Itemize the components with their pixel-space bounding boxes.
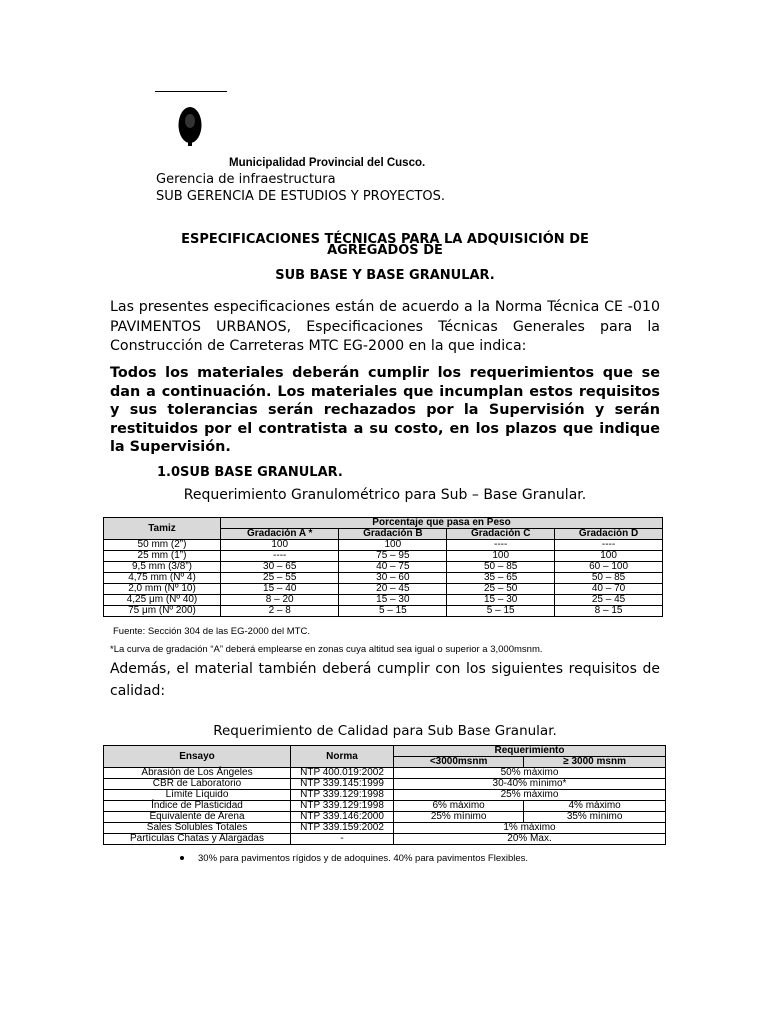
table2-caption: Requerimiento de Calidad para Sub Base Granular.: [213, 723, 557, 739]
table-row: [104, 606, 663, 617]
table2-header-col: ≥ 3000 msnm: [524, 757, 666, 768]
table-row: [104, 562, 663, 573]
table-cell: NTP 339.146:2000: [291, 812, 394, 823]
document-title-line1b: AGREGADOS DE: [327, 243, 443, 258]
table-row: [104, 573, 663, 584]
table1-source: Fuente: Sección 304 de las EG-2000 del MTC.: [113, 626, 310, 637]
table-cell: 4,25 μm (Nº 40): [104, 595, 221, 606]
table-cell: CBR de Laboratorio: [104, 779, 291, 790]
municipality-name: Municipalidad Provincial del Cusco.: [229, 157, 426, 169]
header-rule: [155, 91, 227, 92]
table-cell: 100: [447, 551, 555, 562]
table-cell: NTP 400.019:2002: [291, 768, 394, 779]
table-cell: 50 – 85: [447, 562, 555, 573]
table-cell: -: [291, 834, 394, 845]
table-row: [104, 834, 666, 845]
table-row: [104, 584, 663, 595]
table-cell: 25 – 50: [447, 584, 555, 595]
table-row: [104, 768, 666, 779]
table2-header-norma: Norma: [291, 746, 394, 768]
quality-intro-paragraph: Además, el material también deberá cumplir con los siguientes requisitos de calidad:: [110, 661, 660, 699]
table-cell: Equivalente de Arena: [104, 812, 291, 823]
table-cell: Partículas Chatas y Alargadas: [104, 834, 291, 845]
requirement-paragraph: Todos los materiales deberán cumplir los requerimientos que se dan a continuación. Los materiales que incumplan estos requisitos y sus tolerancias serán rechazados por la Supervisión y serán restituidos por el contratista a su costo, en los plazos que indique la Supervisión.: [110, 365, 660, 455]
table-cell: NTP 339.129:1998: [291, 801, 394, 812]
table-cell: 25 – 45: [555, 595, 663, 606]
table1-footnote: *La curva de gradación “A” deberá emplearse en zonas cuya altitud sea igual o superior a 3,000msnm.: [110, 644, 543, 655]
table-cell: 8 – 15: [555, 606, 663, 617]
table-row: [104, 595, 663, 606]
table-cell: 15 – 30: [339, 595, 447, 606]
intro-paragraph: Las presentes especificaciones están de acuerdo a la Norma Técnica CE -010 PAVIMENTOS URBANOS, Especificaciones Técnicas Generales para la Construcción de Carreteras MTC EG-2000 en la que indica:: [110, 299, 660, 354]
table-cell: 30 – 65: [221, 562, 339, 573]
table-cell: 25% máximo: [394, 790, 666, 801]
table-cell: 40 – 70: [555, 584, 663, 595]
footnote-bullet: [180, 853, 528, 864]
table1-header-group: Porcentaje que pasa en Peso: [221, 518, 663, 529]
table-cell: 50 mm (2”): [104, 540, 221, 551]
table-cell: NTP 339.129:1998: [291, 790, 394, 801]
table-cell: 50% máximo: [394, 768, 666, 779]
table-row: [104, 540, 663, 551]
table-row: [104, 551, 663, 562]
municipality-logo-icon: [177, 103, 203, 147]
table-cell: ----: [555, 540, 663, 551]
table-cell: 100: [339, 540, 447, 551]
table-cell: Índice de Plasticidad: [104, 801, 291, 812]
table-cell: NTP 339.159:2002: [291, 823, 394, 834]
table1-header-col: Gradación A *: [221, 529, 339, 540]
table-cell: 15 – 30: [447, 595, 555, 606]
table-cell: 75 – 95: [339, 551, 447, 562]
subdepartment-name: SUB GERENCIA DE ESTUDIOS Y PROYECTOS.: [156, 189, 446, 204]
table-cell: ----: [221, 551, 339, 562]
table-cell: 9,5 mm (3/8”): [104, 562, 221, 573]
table-cell: 5 – 15: [447, 606, 555, 617]
table-cell: 40 – 75: [339, 562, 447, 573]
table1-header-tamiz: Tamiz: [104, 518, 221, 540]
table-cell: 8 – 20: [221, 595, 339, 606]
table-row: [104, 779, 666, 790]
table-cell: 100: [555, 551, 663, 562]
gradation-table: [103, 517, 663, 617]
table-cell: 20% Max.: [394, 834, 666, 845]
table2-header-col: <3000msnm: [394, 757, 524, 768]
table-cell: 50 – 85: [555, 573, 663, 584]
table-cell: ----: [447, 540, 555, 551]
table-cell: 4% máximo: [524, 801, 666, 812]
table1-header-col: Gradación C: [447, 529, 555, 540]
table-cell: 25 mm (1”): [104, 551, 221, 562]
quality-table: [103, 745, 666, 845]
table-cell: 2,0 mm (Nº 10): [104, 584, 221, 595]
document-title-line1: ESPECIFICACIONES TÉCNICAS PARA LA ADQUISICIÓN DE: [181, 232, 589, 247]
section-heading: 1.0SUB BASE GRANULAR.: [157, 465, 343, 480]
table-row: [104, 790, 666, 801]
table2-header-group: Requerimiento: [394, 746, 666, 757]
table-cell: 4,75 mm (Nº 4): [104, 573, 221, 584]
table-row: [104, 823, 666, 834]
table-cell: 75 μm (Nº 200): [104, 606, 221, 617]
table1-header-col: Gradación D: [555, 529, 663, 540]
table-cell: 1% máximo: [394, 823, 666, 834]
table-cell: 2 – 8: [221, 606, 339, 617]
table1-caption: Requerimiento Granulométrico para Sub – Base Granular.: [183, 487, 587, 503]
table-cell: 35 – 65: [447, 573, 555, 584]
table-cell: 60 – 100: [555, 562, 663, 573]
footnote-bullet-text: 30% para pavimentos rígidos y de adoquines. 40% para pavimentos Flexibles.: [198, 853, 529, 864]
table-cell: 100: [221, 540, 339, 551]
table-cell: Límite Líquido: [104, 790, 291, 801]
table-cell: 20 – 45: [339, 584, 447, 595]
table-cell: 30-40% mínimo*: [394, 779, 666, 790]
table-cell: 25% mínimo: [394, 812, 524, 823]
document-title-line2: SUB BASE Y BASE GRANULAR.: [275, 268, 495, 283]
table-cell: 30 – 60: [339, 573, 447, 584]
bullet-icon: [180, 856, 184, 860]
table-row: [104, 812, 666, 823]
table-row: [104, 801, 666, 812]
table-cell: Abrasión de Los Ángeles: [104, 768, 291, 779]
table2-header-ensayo: Ensayo: [104, 746, 291, 768]
table-cell: 6% máximo: [394, 801, 524, 812]
table-cell: 35% mínimo: [524, 812, 666, 823]
table-cell: 5 – 15: [339, 606, 447, 617]
table-cell: 25 – 55: [221, 573, 339, 584]
table-cell: 15 – 40: [221, 584, 339, 595]
table-cell: Sales Solubles Totales: [104, 823, 291, 834]
table-cell: NTP 339.145:1999: [291, 779, 394, 790]
table1-header-col: Gradación B: [339, 529, 447, 540]
department-name: Gerencia de infraestructura: [156, 172, 336, 187]
